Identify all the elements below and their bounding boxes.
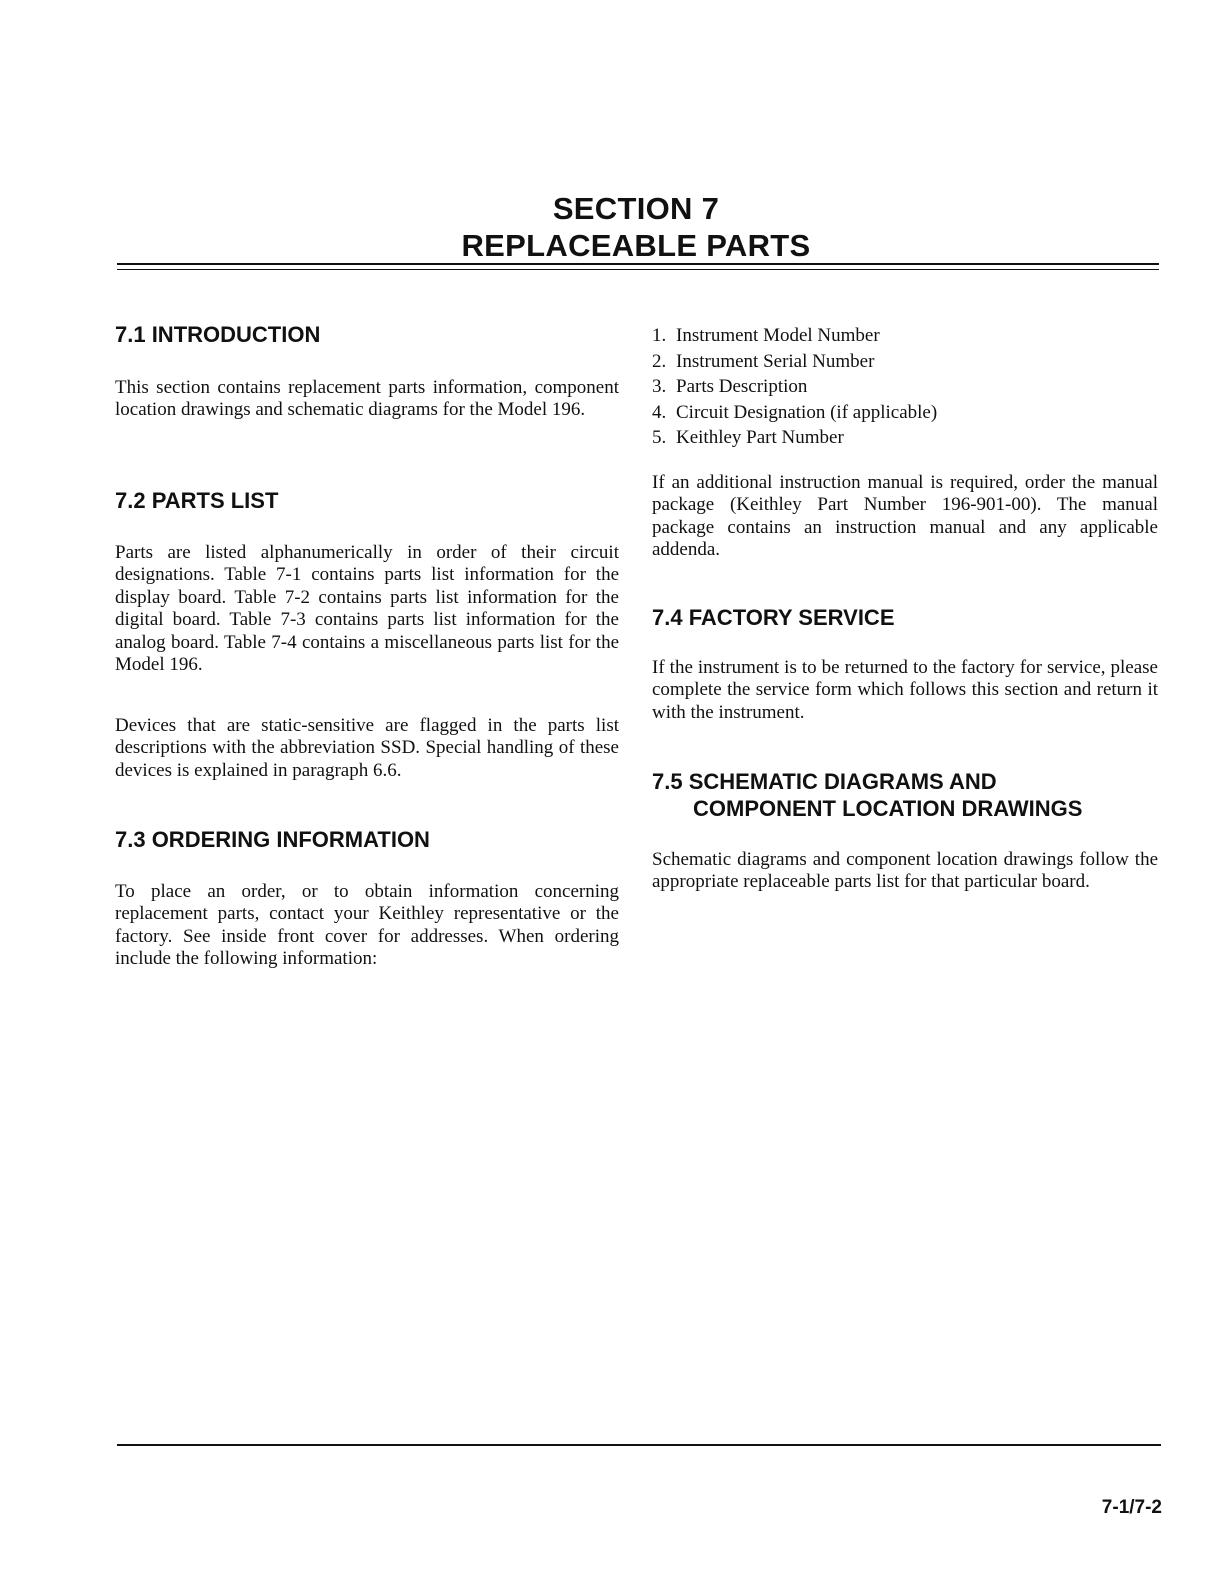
section-title-block (0, 190, 1220, 264)
manual-paragraph: If an additional instruction manual is required, order the manual package (Keithley Part Number 196-901-00). The manual package contains an instruction manual and any applicable addenda. (652, 472, 1158, 561)
factory-service-heading: 7.4 FACTORY SERVICE (652, 605, 895, 630)
parts-list-paragraph: Parts are listed alphanumerically in order of their circuit designations. Table 7-1 contains parts list information for the display board. Table 7-2 contains parts list information for the digital board. Table 7-3 contains parts list information for the analog board. Table 7-4 contains a miscellaneous parts list for the Model 196. (115, 542, 619, 676)
section-label: SECTION 7 (552, 191, 720, 226)
list-item: 3. Parts Description (652, 376, 808, 397)
schematics-heading-line1: 7.5 SCHEMATIC DIAGRAMS AND (652, 769, 997, 794)
list-item: 2. Instrument Serial Number (652, 350, 875, 372)
title-rule-thick (117, 263, 1159, 265)
ssd-paragraph: Devices that are static-sensitive are flagged in the parts list descriptions with the abbreviation SSD. Special handling of these devices is explained in paragraph 6.6. (115, 715, 619, 781)
schematics-paragraph: Schematic diagrams and component location drawings follow the appropriate replaceable parts list for that particular board. (652, 849, 1158, 893)
schematics-heading-line2: COMPONENT LOCATION DRAWINGS (693, 796, 1083, 821)
section-title: REPLACEABLE PARTS (461, 228, 811, 263)
parts-list-heading: 7.2 PARTS LIST (115, 488, 279, 513)
schematics-heading (652, 768, 1082, 822)
factory-service-paragraph: If the instrument is to be returned to the factory for service, please complete the service form which follows this section and return it with the instrument. (652, 657, 1158, 723)
intro-paragraph: This section contains replacement parts information, component location drawings and schematic diagrams for the Model 196. (115, 377, 619, 421)
intro-heading: 7.1 INTRODUCTION (115, 322, 321, 347)
page-number: 7-1/7-2 (1101, 1497, 1162, 1518)
list-item: 4. Circuit Designation (if applicable) (652, 401, 938, 423)
ordering-info-list (652, 323, 937, 451)
ordering-heading: 7.3 ORDERING INFORMATION (115, 827, 430, 852)
footer-rule (117, 1444, 1161, 1446)
ordering-paragraph: To place an order, or to obtain information concerning replacement parts, contact your Keithley representative or the factory. See inside front cover for addresses. When ordering include the following information: (115, 881, 619, 970)
title-rule-thin (117, 269, 1159, 270)
list-item: 5. Keithley Part Number (652, 427, 844, 448)
list-item: 1. Instrument Model Number (652, 325, 880, 346)
